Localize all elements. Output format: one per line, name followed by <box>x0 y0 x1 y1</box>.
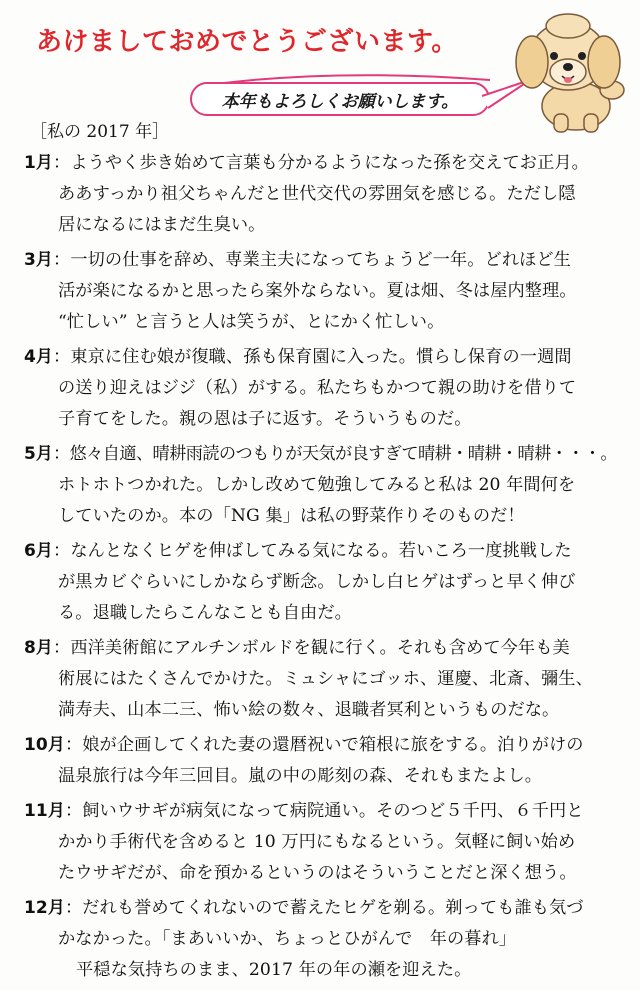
month-label: 10月 <box>24 735 65 755</box>
entry-text: 活が楽になるかと思ったら案外ならない。夏は畑、冬は屋内整理。 <box>58 281 577 301</box>
entry-text: ：一切の仕事を辞め、専業主夫になってちょうど一年。どれほど生 <box>53 250 571 270</box>
month-label: 3月 <box>24 250 54 270</box>
entry-text: ：ようやく歩き始めて言葉も分かるようになった孫を交えてお正月。 <box>53 153 589 173</box>
entry-text: ：西洋美術館にアルチンボルドを観に行く。それも含めて今年も美 <box>53 638 570 658</box>
entry-text: る。退職したらこんなことも自由だ。 <box>58 603 352 623</box>
entry-text: ：悠々自適、晴耕雨読のつもりが天気が良すぎて晴耕・晴耕・晴耕・・・。 <box>53 444 618 464</box>
month-label: 12月 <box>24 898 65 918</box>
entry-text: かなかった。「まあいいか、ちょっとひがんで 年の暮れ」 <box>58 929 517 949</box>
puppy-icon <box>504 6 636 134</box>
entry-june <box>24 536 624 629</box>
entry-october <box>24 730 624 792</box>
entry-november <box>24 796 624 889</box>
entry-text: かかり手術代を含めると 10 万円にもなるという。気軽に飼い始め <box>58 832 576 852</box>
month-label: 6月 <box>24 541 54 561</box>
entry-january <box>24 148 624 241</box>
bubble-text: 本年もよろしくお願いします。 <box>221 91 459 112</box>
month-label: 1月 <box>24 153 54 173</box>
month-label: 5月 <box>24 444 54 464</box>
entry-text: ああすっかり祖父ちゃんだと世代交代の雰囲気を感じる。ただし隠 <box>58 184 576 204</box>
entry-may <box>24 439 624 532</box>
entry-text: 術展にはたくさんでかけた。ミュシャにゴッホ、運慶、北斎、彌生、 <box>58 669 593 689</box>
closing-text: 平穏な気持ちのまま、2017 年の年の瀬を迎えた。 <box>76 960 472 980</box>
entry-text: 温泉旅行は今年三回目。嵐の中の彫刻の森、それもまたよし。 <box>58 766 543 786</box>
entry-text: 居になるにはまだ生臭い。 <box>58 215 266 235</box>
entry-text: の送り迎えはジジ（私）がする。私たちもかつて親の助けを借りて <box>58 378 577 398</box>
entry-august <box>24 633 624 726</box>
entry-text: ：なんとなくヒゲを伸ばしてみる気になる。若いころ一度挑戦した <box>53 541 572 561</box>
entry-text: ：飼いウサギが病気になって病院通い。そのつど５千円、６千円と <box>64 801 584 821</box>
month-label: 4月 <box>24 347 54 367</box>
entry-april <box>24 342 624 435</box>
month-label: 8月 <box>24 638 54 658</box>
entry-text: していたのか。本の「NG 集」は私の野菜作りそのものだ！ <box>58 506 525 526</box>
month-label: 11月 <box>24 801 65 821</box>
entry-december <box>24 893 624 986</box>
entry-text: 満寿夫、山本二三、怖い絵の数々、退職者冥利というものだな。 <box>58 700 560 720</box>
entry-text: ホトホトつかれた。しかし改めて勉強してみると私は 20 年間何を <box>58 475 576 495</box>
entry-text: が黒カビぐらいにしかならず断念。しかし白ヒゲはずっと早く伸び <box>58 572 576 592</box>
entry-text: ：東京に住む娘が復職、孫も保育園に入った。慣らし保育の一週間 <box>53 347 572 367</box>
entry-text: たウサギだが、命を預かるというのはそういうことだと深く想う。 <box>58 863 577 883</box>
section-label: ［私の 2017 年］ <box>30 122 170 142</box>
monthly-entries <box>24 148 624 990</box>
entry-text: “忙しい” と言うと人は笑うが、とにかく忙しい。 <box>58 312 445 332</box>
entry-text: 子育てをした。親の恩は子に返す。そういうものだ。 <box>58 409 472 429</box>
entry-text: ：だれも誉めてくれないので蓄えたヒゲを剃る。剃っても誰も気づ <box>64 898 584 918</box>
greeting-title: あけましておめでとうございます。 <box>36 27 458 57</box>
speech-bubble <box>190 82 490 116</box>
entry-text: ：娘が企画してくれた妻の還暦祝いで箱根に旅をする。泊りがけの <box>64 735 584 755</box>
entry-march <box>24 245 624 338</box>
